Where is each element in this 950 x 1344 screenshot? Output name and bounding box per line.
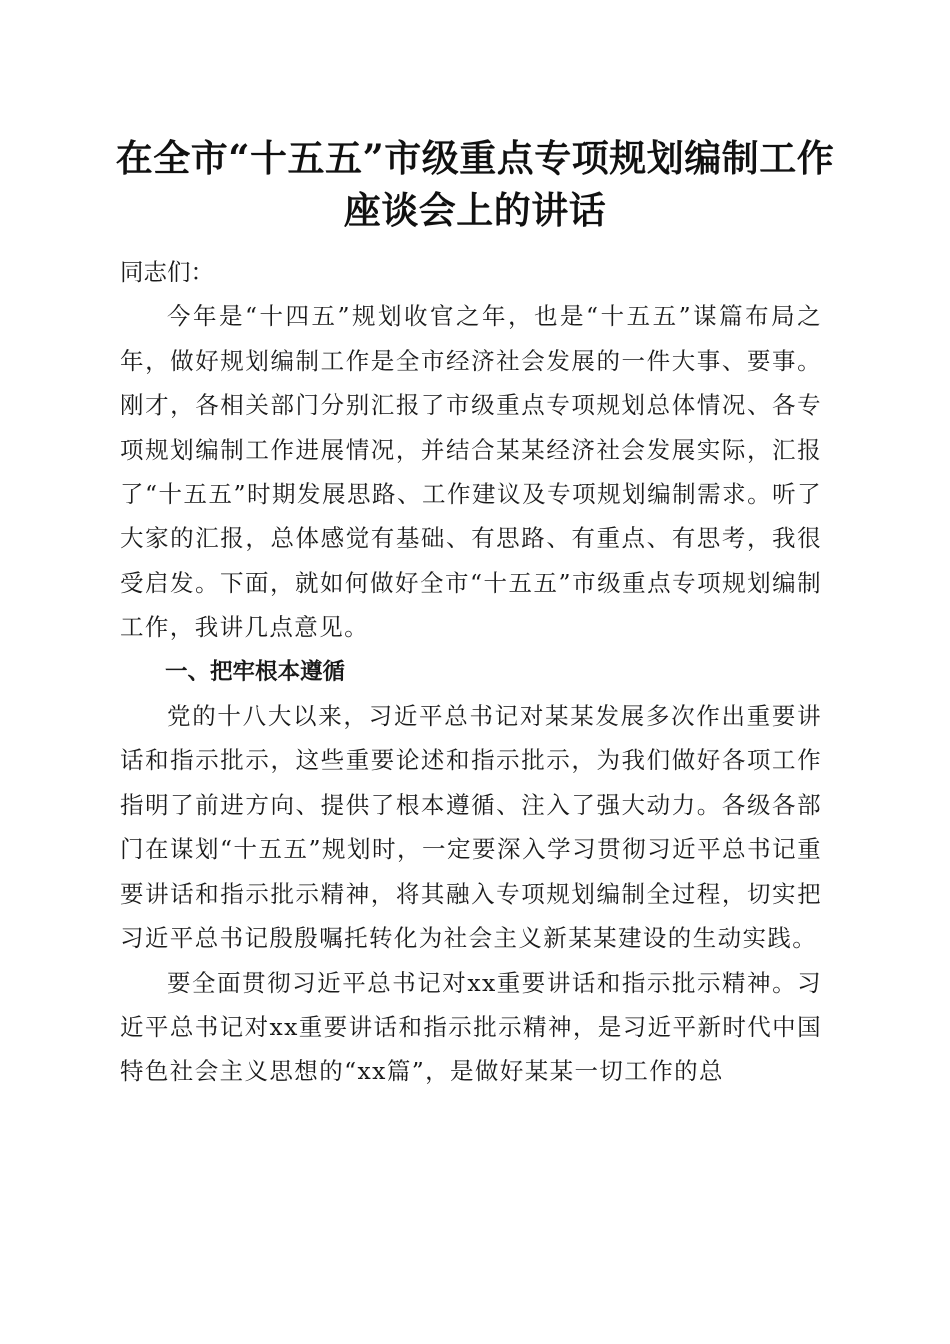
section-heading: 一、把牢根本遵循 [165, 658, 346, 685]
document-title [110, 132, 840, 236]
title-line-2: 座谈会上的讲话 [343, 188, 607, 232]
document-body [120, 250, 822, 1094]
paragraph-section-detail: 要全面贯彻习近平总书记对xx重要讲话和指示批示精神。习近平总书记对xx重要讲话和指示批示精神，是习近平新时代中国特色社会主义思想的“xx篇”，是做好某某一切工作的总 [120, 968, 822, 1086]
salutation: 同志们： [120, 258, 214, 286]
title-line-1: 在全市“十五五”市级重点专项规划编制工作 [115, 136, 835, 180]
paragraph-opening: 今年是“十四五”规划收官之年，也是“十五五”谋篇布局之年，做好规划编制工作是全市经济社会发展的一件大事、要事。刚才，各相关部门分别汇报了市级重点专项规划总体情况、各专项规划编制工作进展情况，并结合某某经济社会发展实际，汇报了“十五五”时期发展思路、工作建议及专项规划编制需求。听了大家的汇报，总体感觉有基础、有思路、有重点、有思考，我很受启发。下面，就如何做好全市“十五五”市级重点专项规划编制工作，我讲几点意见。 [120, 302, 822, 642]
paragraph-section-intro: 党的十八大以来，习近平总书记对某某发展多次作出重要讲话和指示批示，这些重要论述和指示批示，为我们做好各项工作指明了前进方向、提供了根本遵循、注入了强大动力。各级各部门在谋划“十五五”规划时，一定要深入学习贯彻习近平总书记重要讲话和指示批示精神，将其融入专项规划编制全过程，切实把习近平总书记殷殷嘱托转化为社会主义新某某建设的生动实践。 [120, 702, 822, 953]
